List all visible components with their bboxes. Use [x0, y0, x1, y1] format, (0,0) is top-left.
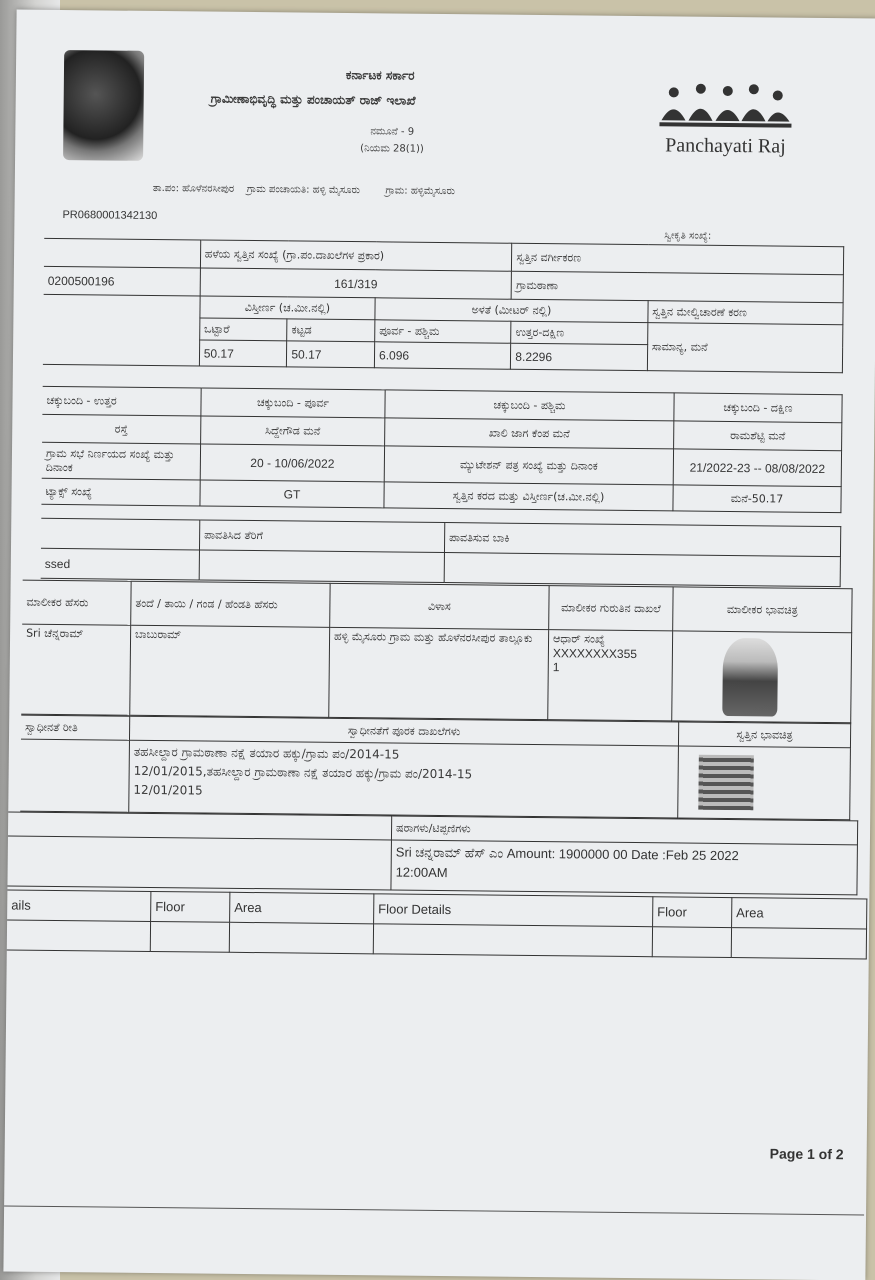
property-id: PR0680001342130	[62, 209, 158, 223]
assessed-label: ssed	[41, 548, 200, 580]
property-photo	[698, 755, 754, 811]
floor-details-header: Floor Details	[374, 894, 653, 927]
built-area-value: 50.17	[287, 341, 375, 368]
east-west-value: 6.096	[374, 342, 511, 369]
tax-paid-label: ಪಾವತಿಸಿದ ತೆರಿಗೆ	[199, 520, 444, 553]
document-sheet	[3, 10, 875, 1280]
owner-id-header: ಮಾಲೀಕರ ಗುರುತಿನ ದಾಖಲೆ	[549, 586, 673, 631]
location-label: ಸ್ವತ್ತಿನ ಮೇಲ್ವಿಚಾರಣೆ ಕರಣ	[648, 301, 843, 325]
property-photo-header: ಸ್ವತ್ತಿನ ಭಾವಚಿತ್ರ	[678, 722, 850, 748]
location-line: ತಾ.ಪಂ: ಹೊಳೆನರಸೀಪುರ ಗ್ರಾಮ ಪಂಚಾಯತಿ: ಹಳ್ಳಿ ಮೈಸೂರು ಗ್ರಾಮ: ಹಳ್ಳಿಮೈಸೂರು	[152, 182, 456, 198]
remarks-line: 12:00AM	[395, 864, 448, 881]
built-area-label: ಕಟ್ಟಡ	[287, 319, 375, 342]
classification-label: ಸ್ವತ್ತಿನ ವರ್ಗೀಕರಣ	[512, 243, 844, 274]
resolution-label: ಗ್ರಾಮ ಸಭೆ ನಿರ್ಣಯದ ಸಂಖ್ಯೆ ಮತ್ತು ದಿನಾಂಕ	[42, 442, 201, 480]
measurement-label: ಅಳತೆ (ಮೀಟರ್ ನಲ್ಲಿ)	[375, 298, 648, 323]
floor-header-left: Floor	[151, 891, 230, 922]
classification-value: ಗ್ರಾಮಠಾಣಾ	[511, 271, 843, 302]
owner-parent-header: ತಂದೆ / ತಾಯಿ / ಗಂಡ / ಹೆಂಡತಿ ಹೆಸರು	[131, 581, 330, 627]
owner-photo-cell	[672, 631, 852, 723]
boundary-south-value: ರಾಮಶೆಟ್ಟಿ ಮನೆ	[674, 421, 842, 451]
document-line: ತಹಸೀಲ್ದಾರ ಗ್ರಾಮಠಾಣಾ ನಕ್ಷೆ ತಯಾರ ಹಕ್ಕು/ಗ್ರಾಮ ಪಂ/2014-15	[133, 744, 400, 762]
dept-title: ಗ್ರಾಮೀಣಾಭಿವೃದ್ಧಿ ಮತ್ತು ಪಂಚಾಯತ್ ರಾಜ್ ಇಲಾಖೆ	[210, 91, 416, 108]
possession-label: ಸ್ವಾಧೀನತೆ ರೀತಿ	[21, 715, 130, 740]
floor-details-left-label: ails	[7, 890, 151, 922]
remarks-line: Sri ಚನ್ನರಾಮ್ ಹೆಸ್ ಎಂ Amount: 1900000 00 Date :Feb 25 2022	[395, 844, 739, 864]
tax-number-value: GT	[200, 480, 384, 508]
owner-address: ಹಳ್ಳಿ ಮೈಸೂರು ಗ್ರಾಮ ಮತ್ತು ಹೊಳೆನರಸೀಪುರ ತಾಲ್ಲೂಕು	[329, 627, 549, 719]
area-header-right: Area	[732, 898, 867, 929]
mutation-value: 21/2022-23 -- 08/08/2022	[673, 449, 841, 487]
area-header-left: Area	[230, 892, 374, 924]
form-number: ನಮೂನೆ - 9	[370, 126, 415, 138]
property-photo-cell	[678, 746, 851, 820]
area-label: ವಿಸ್ತೀರ್ಣ (ಚ.ಮೀ.ನಲ್ಲಿ)	[200, 296, 376, 320]
property-code: 0200500196	[44, 266, 201, 296]
gov-title: ಕರ್ನಾಟಕ ಸರ್ಕಾರ	[345, 67, 415, 83]
tax-number-label: ಟ್ಯಾಕ್ಸ್ ಸಂಖ್ಯೆ	[41, 478, 200, 506]
remarks-header: ಷರಾಗಳು/ಟಿಪ್ಪಣಿಗಳು	[391, 816, 857, 845]
footer-rule	[4, 1205, 864, 1215]
total-area-value: 50.17	[199, 340, 287, 367]
tax-paid-table	[41, 518, 842, 587]
east-west-label: ಪೂರ್ವ - ಪಶ್ಚಿಮ	[375, 320, 512, 343]
boundary-table	[41, 386, 842, 513]
owner-id-cell	[548, 630, 673, 721]
owner-id-value: XXXXXXXX355	[552, 646, 638, 662]
document-line: 12/01/2015	[133, 782, 203, 798]
mutation-label: ಮ್ಯುಟೇಶನ್ ಪತ್ರ ಸಂಖ್ಯೆ ಮತ್ತು ದಿನಾಂಕ	[384, 446, 673, 485]
old-number-value: 161/319	[200, 268, 512, 299]
boundary-west-value: ಖಾಲಿ ಜಾಗ ಕೆಂಪ ಮನೆ	[385, 418, 674, 449]
owner-parent: ಬಾಬುರಾಮ್	[130, 625, 330, 717]
ack-label: ಸ್ವೀಕೃತಿ ಸಂಖ್ಯೆ:	[664, 230, 712, 242]
documents-list	[129, 740, 679, 818]
boundary-north-value: ರಸ್ತೆ	[42, 414, 201, 444]
documents-table	[20, 715, 851, 821]
boundary-east-label: ಚಕ್ಕುಬಂದಿ - ಪೂರ್ವ	[201, 388, 385, 418]
boundary-east-value: ಸಿದ್ದೇಗೌಡ ಮನೆ	[201, 416, 385, 446]
remarks-text	[391, 840, 857, 895]
owner-table	[21, 580, 852, 724]
old-number-label: ಹಳೆಯ ಸ್ವತ್ತಿನ ಸಂಖ್ಯೆ (ಗ್ರಾ.ಪಂ.ದಾಖಲೆಗಳ ಪ್ರಕಾರ)	[200, 240, 512, 271]
owner-name: Sri ಚೆನ್ನರಾಮ್	[21, 624, 130, 715]
property-table	[43, 238, 844, 373]
owner-id-label: ಆಧಾರ್ ಸಂಖ್ಯೆ	[553, 632, 605, 646]
owner-address-header: ವಿಳಾಸ	[330, 583, 549, 629]
boundary-south-label: ಚಕ್ಕುಬಂದಿ - ದಕ್ಷಿಣ	[674, 393, 842, 423]
owner-id-value-cont: 1	[552, 660, 560, 675]
tax-due-label: ಪಾವತಿಸುವ ಬಾಕಿ	[444, 523, 840, 557]
location-value: ಸಾಮಾನ್ಯ, ಮನೆ	[647, 323, 843, 373]
documents-header: ಸ್ವಾಧೀನತೆಗೆ ಪೂರಕ ದಾಖಲೆಗಳು	[129, 716, 678, 746]
boundary-west-label: ಚಕ್ಕುಬಂದಿ - ಪಶ್ಚಿಮ	[385, 390, 674, 421]
north-south-label: ಉತ್ತರ-ದಕ್ಷಿಣ	[511, 321, 648, 344]
karnataka-emblem-logo	[63, 50, 144, 161]
floor-header-right: Floor	[653, 897, 732, 928]
remarks-table	[7, 811, 858, 895]
resolution-value: 20 - 10/06/2022	[200, 444, 384, 482]
boundary-north-label: ಚಕ್ಕುಬಂದಿ - ಉತ್ತರ	[42, 386, 201, 416]
document-line: 12/01/2015,ತಹಸೀಲ್ದಾರ ಗ್ರಾಮಠಾಣಾ ನಕ್ಷೆ ತಯಾರ ಹಕ್ಕು/ಗ್ರಾಮ ಪಂ/2014-15	[133, 763, 473, 782]
page-number: Page 1 of 2	[769, 1145, 844, 1163]
total-area-label: ಒಟ್ಟಾರೆ	[199, 318, 287, 341]
tax-area-label: ಸ್ವತ್ತಿನ ಕರದ ಮತ್ತು ವಿಸ್ತೀರ್ಣ(ಚ.ಮೀ.ನಲ್ಲಿ)	[384, 482, 673, 511]
panchayati-raj-logo-icon	[655, 80, 796, 133]
north-south-value: 8.2296	[511, 343, 648, 370]
owner-photo	[722, 638, 778, 717]
floor-table	[7, 889, 868, 959]
owner-name-header: ಮಾಲೀಕರ ಹೆಸರು	[22, 580, 131, 625]
rule-number: (ನಿಯಮ 28(1))	[360, 143, 424, 155]
tax-area-value: ಮನೆ-50.17	[673, 485, 841, 513]
owner-photo-header: ಮಾಲೀಕರ ಭಾವಚಿತ್ರ	[673, 587, 852, 633]
brand-name: Panchayati Raj	[665, 134, 786, 158]
